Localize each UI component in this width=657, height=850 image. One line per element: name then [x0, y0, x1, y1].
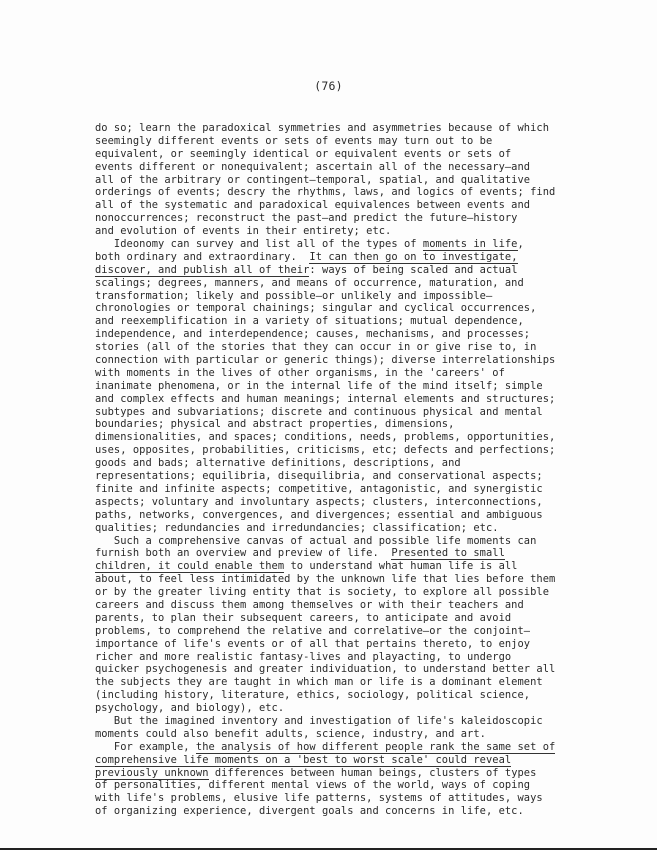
text-line	[95, 676, 615, 689]
text-segment: moments could also benefit adults, science, industry, and art.	[95, 727, 486, 740]
text-segment: both ordinary and extraordinary.	[95, 250, 310, 263]
text-line	[95, 715, 615, 728]
text-segment: importance of life's events or of all that pertains thereto, to enjoy	[95, 637, 531, 650]
text-line	[95, 315, 615, 328]
text-line	[95, 689, 615, 702]
text-line	[95, 805, 615, 818]
text-segment: For example,	[95, 740, 196, 753]
text-line	[95, 586, 615, 599]
underlined-text: It can then go on to investigate,	[309, 250, 518, 263]
text-segment: equivalent, or seemingly identical or equivalent events or sets of	[95, 147, 512, 160]
text-line	[95, 728, 615, 741]
underlined-text: Presented to small	[391, 547, 505, 560]
text-segment: to understand what human life is all	[284, 560, 518, 573]
text-line	[95, 148, 615, 161]
text-segment: qualities; redundancies and irredundancies; classification; etc.	[95, 521, 499, 534]
text-line	[95, 702, 615, 715]
text-segment: stories (all of the stories that they can occur in or give rise to, in	[95, 341, 537, 354]
text-line	[95, 573, 615, 586]
text-segment: boundaries; physical and abstract properties, dimensions,	[95, 418, 455, 431]
text-line	[95, 560, 615, 573]
text-line	[95, 290, 615, 303]
text-line	[95, 225, 615, 238]
text-line	[95, 638, 615, 651]
text-segment: independence, and interdependence; causes, mechanisms, and processes;	[95, 328, 531, 341]
underlined-text: children, it could enable them	[95, 560, 285, 573]
text-line	[95, 470, 615, 483]
text-line	[95, 792, 615, 805]
text-segment: (including history, literature, ethics, sociology, political science,	[95, 689, 531, 702]
text-line	[95, 457, 615, 470]
text-line	[95, 238, 615, 251]
text-line	[95, 612, 615, 625]
text-line	[95, 418, 615, 431]
text-segment: of personalities, different mental views of the world, ways of coping	[95, 779, 531, 792]
text-segment: dimensionalities, and spaces; conditions, needs, problems, opportunities,	[95, 431, 556, 444]
underlined-text: previously unknown	[95, 766, 209, 779]
text-segment: orderings of events; descry the rhythms, laws, and logics of events; find	[95, 186, 556, 199]
text-line	[95, 651, 615, 664]
text-line	[95, 212, 615, 225]
text-segment: with life's problems, elusive life patterns, systems of attitudes, ways	[95, 792, 543, 805]
text-line	[95, 354, 615, 367]
text-segment: or by the greater living entity that is society, to explore all possible	[95, 586, 550, 599]
text-segment: do so; learn the paradoxical symmetries and asymmetries because of which	[95, 122, 550, 134]
text-line	[95, 135, 615, 148]
text-segment: But the imagined inventory and investigation of life's kaleidoscopic	[95, 714, 543, 727]
underlined-text: discover, and publish all of their	[95, 263, 310, 276]
text-line	[95, 547, 615, 560]
text-line	[95, 406, 615, 419]
text-segment: paths, networks, convergences, and divergences; essential and ambiguous	[95, 508, 543, 521]
text-segment: and evolution of events in their entirety; etc.	[95, 225, 392, 238]
text-line	[95, 779, 615, 792]
underlined-text: the analysis of how different people rank the same set of	[195, 740, 556, 753]
text-segment: : ways of being scaled and actual	[309, 263, 518, 276]
text-segment: subtypes and subvariations; discrete and continuous physical and mental	[95, 405, 543, 418]
text-segment: seemingly different events or sets of events may turn out to be	[95, 134, 493, 147]
text-line	[95, 122, 615, 135]
text-line	[95, 522, 615, 535]
text-line	[95, 509, 615, 522]
page-number: (76)	[314, 79, 343, 93]
text-segment: furnish both an overview and preview of life.	[95, 547, 392, 560]
text-segment: scalings; degrees, manners, and means of occurrence, maturation, and	[95, 276, 524, 289]
text-segment: transformation; likely and possible—or unlikely and impossible—	[95, 289, 493, 302]
text-segment: inanimate phenomena, or in the internal life of the mind itself; simple	[95, 379, 543, 392]
text-line	[95, 341, 615, 354]
text-segment: differences between human beings, clusters of types	[208, 766, 537, 779]
text-segment: all of the systematic and paradoxical equivalences between events and	[95, 199, 531, 212]
text-line	[95, 199, 615, 212]
text-line	[95, 264, 615, 277]
text-segment: aspects; voluntary and involuntary aspects; clusters, interconnections,	[95, 495, 543, 508]
text-line	[95, 367, 615, 380]
text-line	[95, 663, 615, 676]
text-segment: Such a comprehensive canvas of actual and possible life moments can	[95, 534, 537, 547]
text-segment: richer and more realistic fantasy-lives and playacting, to undergo	[95, 650, 512, 663]
text-line	[95, 431, 615, 444]
text-segment: connection with particular or generic things); diverse interrelationships	[95, 354, 556, 367]
text-segment: and reexemplification in a variety of situations; mutual dependence,	[95, 315, 524, 328]
text-line	[95, 496, 615, 509]
text-line	[95, 741, 615, 754]
text-line	[95, 625, 615, 638]
text-segment: psychology, and biology), etc.	[95, 702, 285, 715]
body-text	[95, 122, 615, 818]
text-line	[95, 161, 615, 174]
text-line	[95, 251, 615, 264]
text-segment: problems, to comprehend the relative and correlative—or the conjoint—	[95, 624, 531, 637]
underlined-text: moments in life	[422, 238, 518, 251]
text-segment: parents, to plan their subsequent careers, to anticipate and avoid	[95, 611, 512, 624]
text-segment: nonoccurrences; reconstruct the past—and predict the future—history	[95, 212, 518, 225]
text-segment: ,	[517, 238, 524, 251]
text-line	[95, 483, 615, 496]
text-line	[95, 328, 615, 341]
text-segment: with moments in the lives of other organisms, in the 'careers' of	[95, 366, 505, 379]
text-line	[95, 444, 615, 457]
text-line	[95, 380, 615, 393]
text-segment: representations; equilibria, disequilibria, and conservational aspects;	[95, 470, 543, 483]
text-line	[95, 535, 615, 548]
text-segment: finite and infinite aspects; competitive, antagonistic, and synergistic	[95, 482, 543, 495]
underlined-text: comprehensive life moments on a 'best to worst scale' could reveal	[95, 753, 512, 766]
text-line	[95, 174, 615, 187]
text-line	[95, 302, 615, 315]
text-segment: and complex effects and human meanings; internal elements and structures;	[95, 392, 556, 405]
text-line	[95, 767, 615, 780]
text-segment: events different or nonequivalent; ascertain all of the necessary—and	[95, 160, 531, 173]
text-segment: all of the arbitrary or contingent—temporal, spatial, and qualitative	[95, 173, 531, 186]
text-line	[95, 186, 615, 199]
text-line	[95, 754, 615, 767]
text-segment: careers and discuss them among themselves or with their teachers and	[95, 598, 524, 611]
text-segment: Ideonomy can survey and list all of the types of	[95, 238, 423, 251]
text-line	[95, 393, 615, 406]
text-line	[95, 277, 615, 290]
text-segment: goods and bads; alternative definitions, descriptions, and	[95, 457, 461, 470]
text-line	[95, 599, 615, 612]
text-segment: the subjects they are taught in which man or life is a dominant element	[95, 676, 543, 689]
text-segment: of organizing experience, divergent goals and concerns in life, etc.	[95, 805, 524, 818]
text-segment: uses, opposites, probabilities, criticisms, etc; defects and perfections;	[95, 444, 556, 457]
text-segment: quicker psychogenesis and greater individuation, to understand better all	[95, 663, 556, 676]
text-segment: about, to feel less intimidated by the unknown life that lies before them	[95, 573, 556, 586]
text-segment: chronologies or temporal chainings; singular and cyclical occurrences,	[95, 302, 537, 315]
